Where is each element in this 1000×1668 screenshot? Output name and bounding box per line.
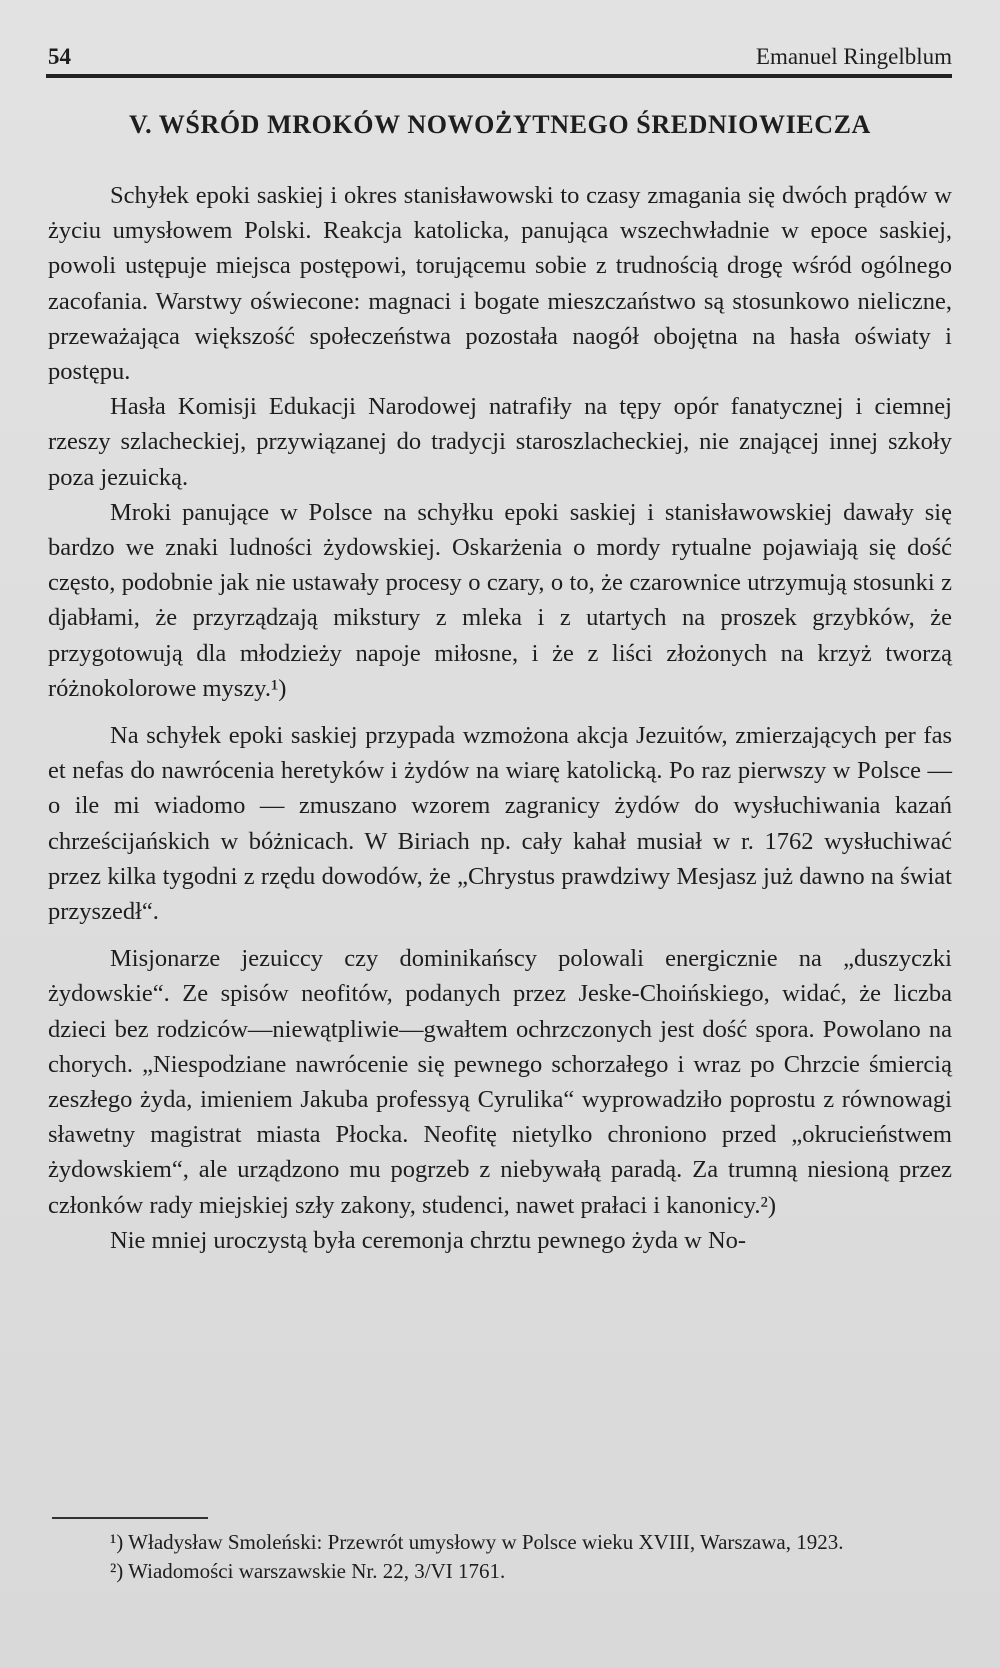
footnote: ¹) Władysław Smoleński: Przewrót umysłowy w Polsce wieku XVIII, Warszawa, 1923. bbox=[110, 1530, 844, 1554]
footnote-rule bbox=[52, 1517, 208, 1519]
footnote: ²) Wiadomości warszawskie Nr. 22, 3/VI 1761. bbox=[110, 1559, 506, 1583]
paragraph: Na schyłek epoki saskiej przypada wzmożona akcja Jezuitów, zmierzających per fas et nefas do nawrócenia heretyków i żydów na wiarę katolicką. Po raz pierwszy w Polsce — o ile mi wiadomo — zmuszano wzorem zagranicy żydów do wysłuchiwania kazań chrześcijańskich w bóżnicach. W Biriach np. cały kahał musiał w r. 1762 wysłuchiwać przez kilka tygodni z rzędu dowodów, że „Chrystus prawdziwy Mesjasz już dawno na świat przyszedł“. bbox=[48, 722, 952, 926]
page-number: 54 bbox=[48, 44, 71, 69]
paragraph: Nie mniej uroczystą była ceremonja chrztu pewnego żyda w No- bbox=[110, 1226, 747, 1254]
paragraph: Hasła Komisji Edukacji Narodowej natrafiły na tępy opór fanatycznej i ciemnej rzeszy szlacheckiej, przywiązanej do tradycji staroszlacheckiej, nie znającej innej szkoły poza jezuicką. bbox=[48, 393, 952, 491]
paragraph: Misjonarze jezuiccy czy dominikańscy polowali energicznie na „duszyczki żydowskie“. Ze spisów neofitów, podanych przez Jeske-Choińskiego, widać, że liczba dzieci bez rodziców—niewątpliwie—gwałtem ochrzczonych jest dość spora. Powolano na chorych. „Niespodziane nawrócenie się pewnego schorzałego i wraz po Chrzcie śmiercią zeszłego żyda, imieniem Jakuba professyą Cyrulika“ wyprowadziło poprostu z równowagi sławetny magistrat miasta Płocka. Neofitę nietylko chroniono przed „okrucieństwem żydowskiem“, ale urządzono mu pogrzeb z niebywałą paradą. Za trumną niesioną przez członków rady miejskiej szły zakony, studenci, nawet prałaci i kanonicy.²) bbox=[48, 945, 952, 1219]
body-text bbox=[48, 178, 952, 1258]
paragraph: Schyłek epoki saskiej i okres stanisławowski to czasy zmagania się dwóch prądów w życiu umysłowem Polski. Reakcja katolicka, panująca wszechwładnie w epoce saskiej, powoli ustępuje miejsca postępowi, torującemu sobie z trudnością drogę wśród ogólnego zacofania. Warstwy oświecone: magnaci i bogate mieszczaństwo są stosunkowo nieliczne, przeważająca większość społeczeństwa pozostała naogół obojętna na hasła oświaty i postępu. bbox=[48, 182, 952, 386]
running-head-author: Emanuel Ringelblum bbox=[755, 44, 952, 69]
chapter-title: V. WŚRÓD MROKÓW NOWOŻYTNEGO ŚREDNIOWIECZA bbox=[129, 110, 871, 139]
footnotes bbox=[48, 1530, 952, 1584]
paragraph: Mroki panujące w Polsce na schyłku epoki saskiej i stanisławowskiej dawały się bardzo we znaki ludności żydowskiej. Oskarżenia o mordy rytualne pojawiają się dość często, podobnie jak nie ustawały procesy o czary, o to, że czarownice utrzymują stosunki z djabłami, że przyrządzają mikstury z mleka i z utartych na proszek grzybków, że przygotowują dla młodzieży napoje miłosne, i że z liści złożonych na krzyż tworzą różnokolorowe myszy.¹) bbox=[48, 498, 952, 702]
header-rule bbox=[46, 74, 952, 78]
running-head bbox=[48, 44, 952, 74]
